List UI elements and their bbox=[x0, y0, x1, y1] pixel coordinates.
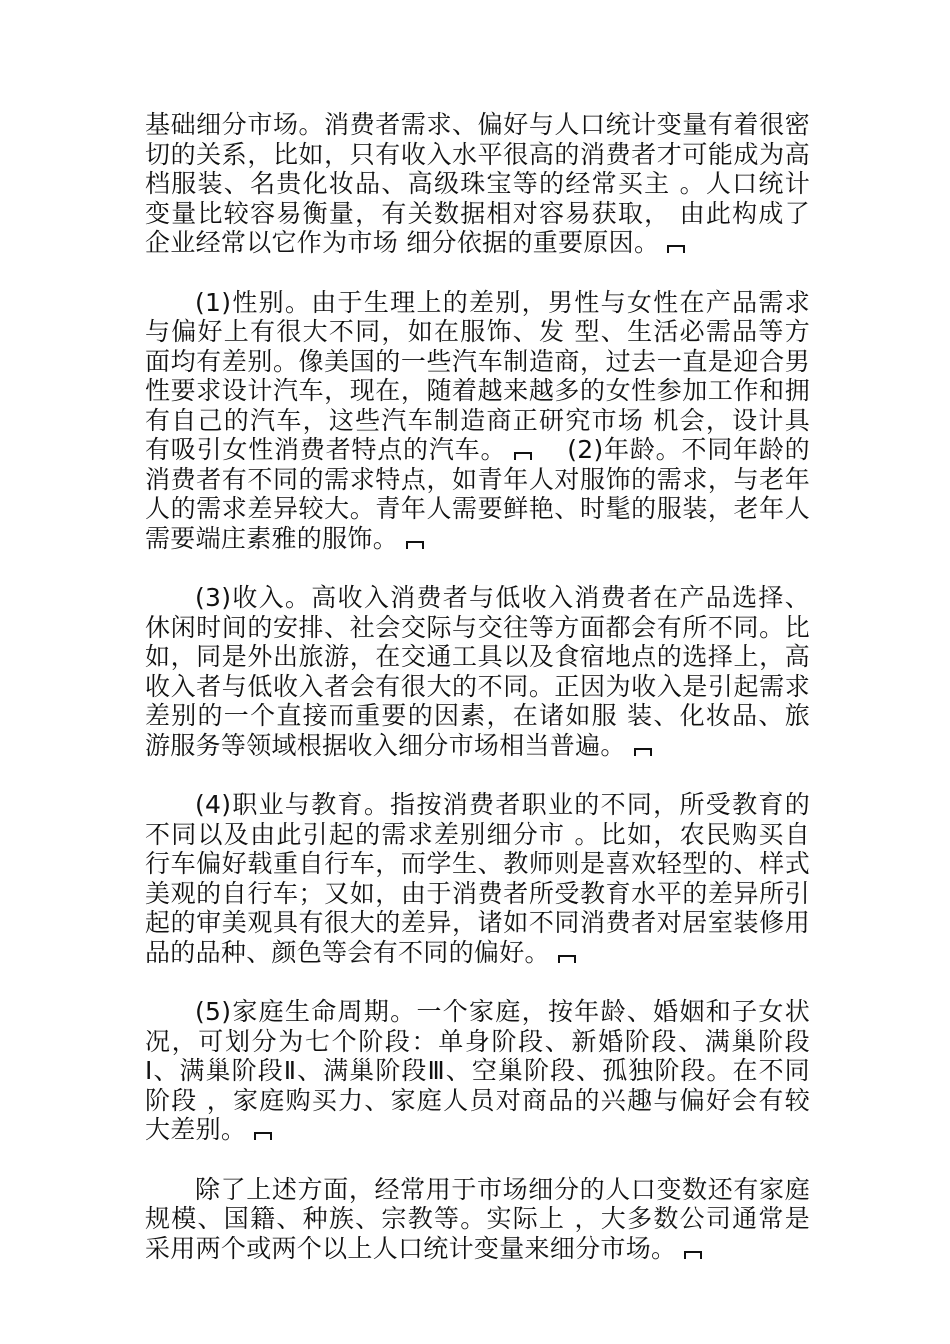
paragraph-mark-icon bbox=[634, 748, 652, 756]
paragraph-text: (3)收入。高收入消费者与低收入消费者在产品选择、休闲时间的安排、社会交际与交往等方面都会有所不同。比如，同是外出旅游，在交通工具以及食宿地点的选择上，高收入者与低收入者会有很大的不同。正因为收入是引起需求差别的一个直接而重要的因素，在诸如服 装、化妆品、旅游服务等领域根据收入细分市场相当普遍。 bbox=[145, 583, 810, 760]
paragraph-income bbox=[145, 583, 810, 760]
paragraph-mark-icon bbox=[558, 955, 576, 963]
paragraph-text: 除了上述方面，经常用于市场细分的人口变数还有家庭规模、国籍、种族、宗教等。实际上 ，大多数公司通常是采用两个或两个以上人口统计变量来细分市场。 bbox=[145, 1174, 810, 1263]
paragraph-gender-age bbox=[145, 288, 810, 554]
paragraph-mark-icon bbox=[254, 1132, 272, 1140]
paragraph-mark-icon bbox=[684, 1251, 702, 1259]
paragraph-mark-icon bbox=[514, 452, 532, 460]
paragraph-text: (1)性别。由于生理上的差别，男性与女性在产品需求与偏好上有很大不同，如在服饰、发 型、生活必需品等方面均有差别。像美国的一些汽车制造商，过去一直是迎合男性要求设计汽车，现在，随着越来越多的女性参加工作和拥有自己的汽车，这些汽车制造商正研究市场 机会，设计具有吸引女性消费者特点的汽车。 bbox=[145, 287, 810, 464]
paragraph-text: 基础细分市场。消费者需求、偏好与人口统计变量有着很密切的关系，比如，只有收入水平很高的消费者才可能成为高档服装、名贵化妆品、高级珠宝等的经常买主 。人口统计变量比较容易衡量，有关数据相对容易获取， 由此构成了企业经常以它作为市场 细分依据的重要原因。 bbox=[145, 110, 810, 257]
paragraph-family-lifecycle bbox=[145, 997, 810, 1145]
paragraph-other-variables bbox=[145, 1175, 810, 1264]
paragraph-text: (4)职业与教育。指按消费者职业的不同，所受教育的不同以及由此引起的需求差别细分市 。比如，农民购买自行车偏好载重自行车，而学生、教师则是喜欢轻型的、样式美观的自行车；又如，由于消费者所受教育水平的差异所引起的审美观具有很大的差异，诸如不同消费者对居室装修用品的品种、颜色等会有不同的偏好。 bbox=[145, 790, 810, 967]
document-body bbox=[145, 110, 810, 1293]
paragraph-text-age: (2)年龄。不同年龄的消费者有不同的需求特点，如青年人对服饰的需求，与老年人的需求差异较大。青年人需要鲜艳、时髦的服装，老年人需要端庄素雅的服饰。 bbox=[145, 435, 810, 553]
paragraph-mark-icon bbox=[406, 541, 424, 549]
paragraph-text: (5)家庭生命周期。一个家庭，按年龄、婚姻和子女状况，可划分为七个阶段：单身阶段、新婚阶段、满巢阶段Ⅰ、满巢阶段Ⅱ、满巢阶段Ⅲ、空巢阶段、孤独阶段。在不同阶段 ，家庭购买力、家庭人员对商品的兴趣与偏好会有较大差别。 bbox=[145, 997, 810, 1144]
paragraph-intro bbox=[145, 110, 810, 258]
paragraph-mark-icon bbox=[667, 245, 685, 253]
paragraph-occupation-education bbox=[145, 790, 810, 967]
